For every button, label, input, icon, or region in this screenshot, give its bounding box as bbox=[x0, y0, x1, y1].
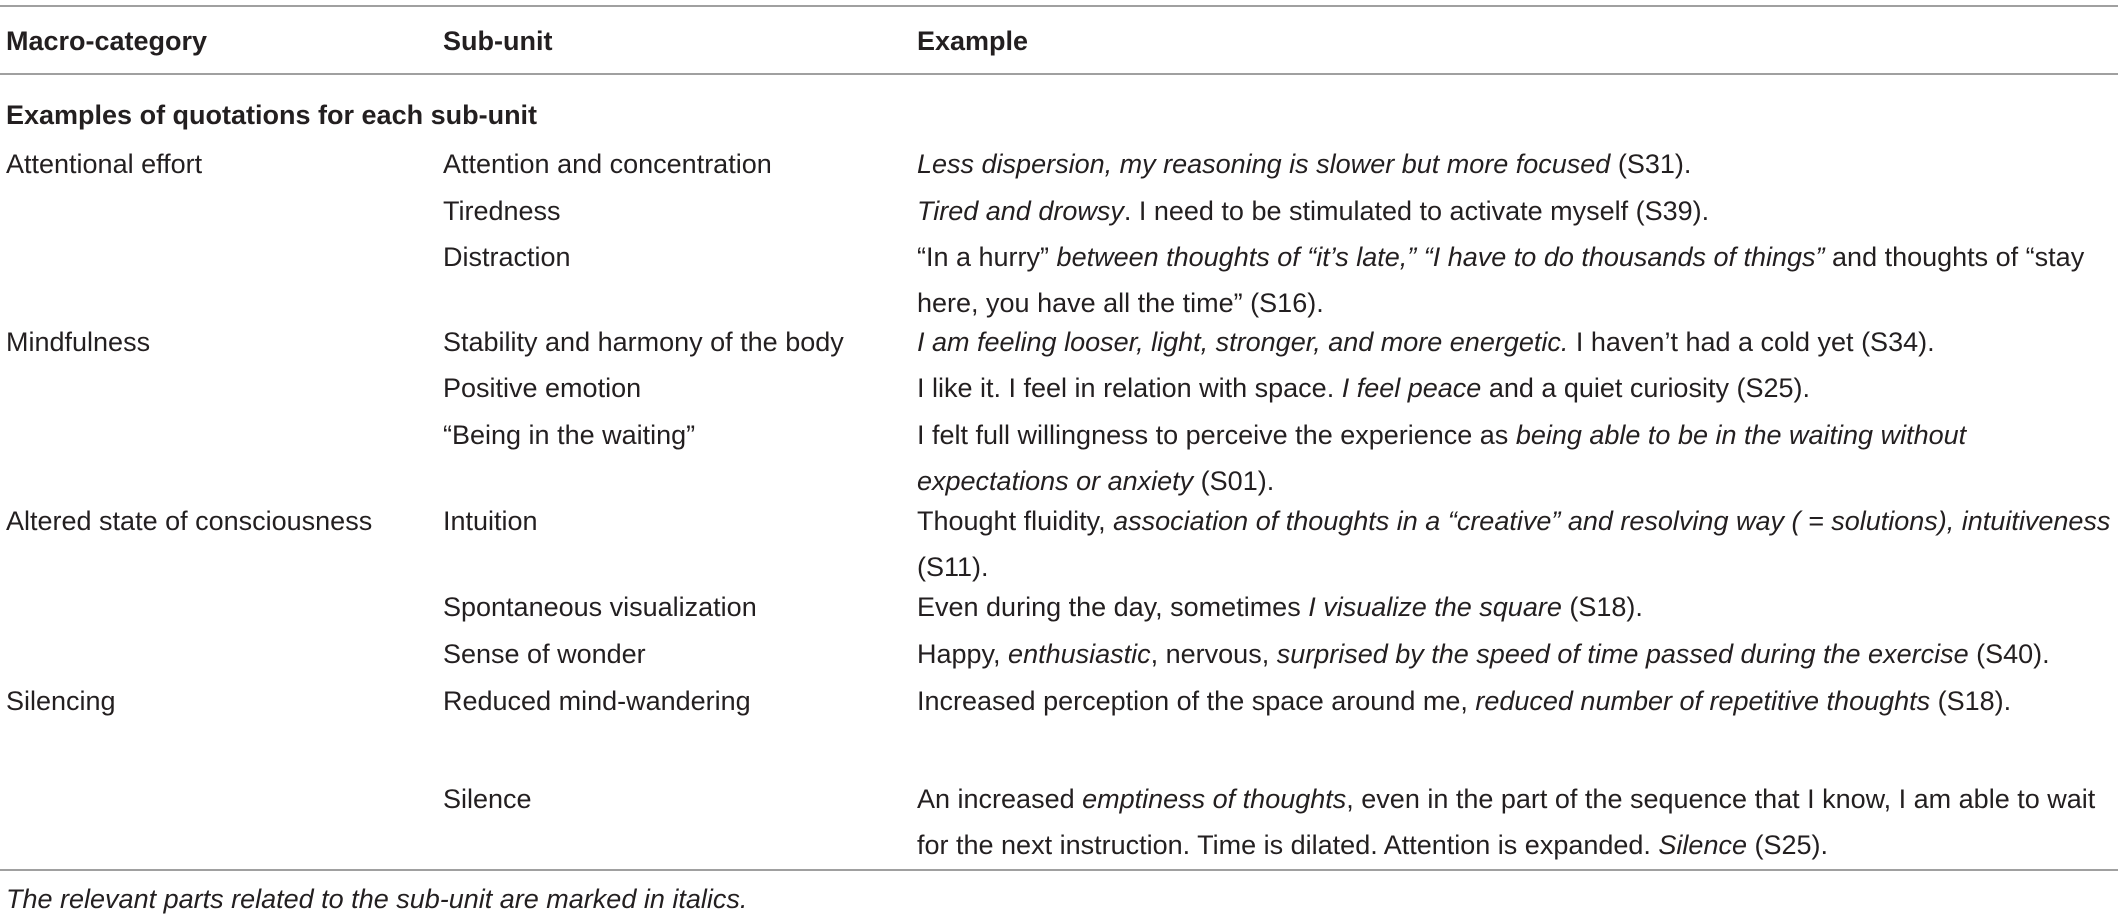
row-sub-unit: Attention and concentration bbox=[443, 149, 772, 179]
text-segment: (S11). bbox=[917, 552, 989, 582]
table-bottom-rule bbox=[0, 869, 2118, 871]
text-segment: Increased perception of the space around me, bbox=[917, 686, 1476, 716]
row-example bbox=[917, 234, 2113, 326]
row-sub-unit: Tiredness bbox=[443, 196, 561, 226]
italic-segment: I feel peace bbox=[1341, 373, 1482, 403]
header-macro-category: Macro-category bbox=[6, 26, 208, 56]
text-segment: An increased bbox=[917, 784, 1083, 814]
italic-segment: Silence bbox=[1658, 830, 1747, 860]
italic-segment: surprised by the speed of time passed during the exercise bbox=[1276, 639, 1969, 669]
text-segment: and a quiet curiosity (S25). bbox=[1481, 373, 1810, 403]
row-macro-category: Altered state of consciousness bbox=[6, 506, 373, 536]
row-sub-unit: Intuition bbox=[443, 506, 538, 536]
italic-segment: enthusiastic bbox=[1008, 639, 1151, 669]
italic-segment: being able to be in the waiting without expectations or anxiety bbox=[917, 420, 1967, 496]
row-sub-unit: Reduced mind-wandering bbox=[443, 686, 751, 716]
row-example bbox=[917, 188, 2113, 234]
row-example bbox=[917, 584, 2113, 630]
row-example bbox=[917, 141, 2113, 187]
text-segment: Happy, bbox=[917, 639, 1009, 669]
italic-segment: Less dispersion, my reasoning is slower but more focused bbox=[917, 149, 1611, 179]
section-title: Examples of quotations for each sub-unit bbox=[6, 100, 538, 130]
text-segment: (S25). bbox=[1746, 830, 1829, 860]
italic-segment: I am feeling looser, light, stronger, and more energetic. bbox=[917, 327, 1569, 357]
row-sub-unit: Positive emotion bbox=[443, 373, 642, 403]
text-segment: Even during the day, sometimes bbox=[917, 592, 1309, 622]
text-segment: and thoughts of “stay here, you have all the time” (S16). bbox=[917, 242, 2085, 318]
row-sub-unit: Spontaneous visualization bbox=[443, 592, 757, 622]
italic-segment: Tired and drowsy bbox=[917, 196, 1124, 226]
text-segment: (S18). bbox=[1561, 592, 1643, 622]
row-example bbox=[917, 678, 2113, 724]
text-segment: , even in the part of the sequence that I know, I am able to wait for the next instruction. Time is dilated. Attention is expanded. bbox=[917, 784, 2096, 860]
italic-segment: reduced number of repetitive thoughts bbox=[1475, 686, 1931, 716]
row-macro-category: Attentional effort bbox=[6, 149, 203, 179]
row-example bbox=[917, 631, 2113, 677]
row-example bbox=[917, 776, 2113, 868]
row-example bbox=[917, 498, 2113, 590]
row-sub-unit: Sense of wonder bbox=[443, 639, 646, 669]
italic-segment: between thoughts of “it’s late,” “I have to do thousands of things” bbox=[1056, 242, 1825, 272]
table-header-rule bbox=[0, 73, 2118, 75]
text-segment: Thought fluidity, bbox=[917, 506, 1114, 536]
text-segment: (S01). bbox=[1193, 466, 1275, 496]
italic-segment: association of thoughts in a “creative” and resolving way ( = solutions), intuitiveness bbox=[1113, 506, 2111, 536]
row-macro-category: Silencing bbox=[6, 686, 116, 716]
text-segment: (S31). bbox=[1610, 149, 1692, 179]
text-segment: (S18). bbox=[1930, 686, 2012, 716]
text-segment: (S40). bbox=[1968, 639, 2050, 669]
header-sub-unit: Sub-unit bbox=[443, 26, 553, 56]
text-segment: I felt full willingness to perceive the experience as bbox=[917, 420, 1516, 450]
italic-segment: emptiness of thoughts bbox=[1082, 784, 1347, 814]
row-sub-unit: Stability and harmony of the body bbox=[443, 327, 844, 357]
row-example bbox=[917, 365, 2113, 411]
row-example bbox=[917, 319, 2113, 365]
text-segment: I like it. I feel in relation with space. bbox=[917, 373, 1342, 403]
row-sub-unit: “Being in the waiting” bbox=[443, 420, 696, 450]
row-example bbox=[917, 412, 2113, 504]
text-segment: I haven’t had a cold yet (S34). bbox=[1568, 327, 1935, 357]
row-sub-unit: Distraction bbox=[443, 242, 571, 272]
text-segment: . I need to be stimulated to activate myself (S39). bbox=[1123, 196, 1710, 226]
table-top-rule bbox=[0, 5, 2118, 7]
header-example: Example bbox=[917, 26, 1029, 56]
text-segment: , nervous, bbox=[1150, 639, 1277, 669]
italic-segment: I visualize the square bbox=[1308, 592, 1562, 622]
row-macro-category: Mindfulness bbox=[6, 327, 151, 357]
table-footnote: The relevant parts related to the sub-unit are marked in italics. bbox=[6, 884, 748, 914]
row-sub-unit: Silence bbox=[443, 784, 532, 814]
text-segment: “In a hurry” bbox=[917, 242, 1057, 272]
